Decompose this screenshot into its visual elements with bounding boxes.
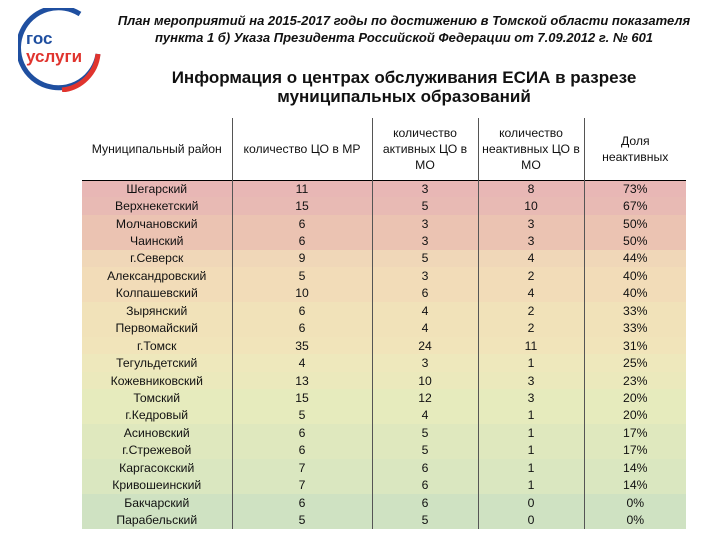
cell-active: 5: [372, 511, 478, 528]
cell-active: 3: [372, 232, 478, 249]
table-row: [82, 442, 686, 459]
cell-share: 33%: [623, 321, 648, 336]
cell-district: г.Кедровый: [82, 407, 232, 424]
cell-share: 0%: [626, 495, 645, 510]
cell-total: 7: [232, 476, 372, 493]
cell-inactive: 1: [478, 424, 584, 441]
cell-share: 17%: [623, 443, 648, 458]
table-header-row: [82, 118, 686, 180]
cell-active: 4: [372, 302, 478, 319]
cell-active: 12: [372, 389, 478, 406]
table-row: [82, 267, 686, 284]
table-row: [82, 215, 686, 232]
cell-share: 40%: [623, 286, 648, 301]
table-row: [82, 511, 686, 528]
cell-district: Кривошеинский: [82, 476, 232, 493]
cell-inactive: 1: [478, 407, 584, 424]
column-header-active: количество активных ЦО в МО: [372, 118, 478, 180]
cell-inactive: 1: [478, 459, 584, 476]
cell-active: 6: [372, 459, 478, 476]
cell-active: 5: [372, 442, 478, 459]
cell-inactive: 2: [478, 320, 584, 337]
cell-share: 50%: [623, 234, 648, 249]
cell-total: 6: [232, 232, 372, 249]
cell-share: 20%: [623, 390, 648, 405]
cell-total: 15: [232, 389, 372, 406]
table-row: [82, 232, 686, 249]
cell-total: 5: [232, 511, 372, 528]
cell-inactive: 3: [478, 372, 584, 389]
table-row: [82, 476, 686, 493]
table-row: [82, 337, 686, 354]
cell-share: 17%: [623, 425, 648, 440]
table-row: [82, 180, 686, 197]
cell-inactive: 10: [478, 197, 584, 214]
cell-share: 67%: [623, 199, 648, 214]
cell-inactive: 8: [478, 180, 584, 197]
cell-total: 6: [232, 424, 372, 441]
cell-inactive: 4: [478, 285, 584, 302]
cell-share: 44%: [623, 251, 648, 266]
cell-total: 7: [232, 459, 372, 476]
cell-district: г.Стрежевой: [82, 442, 232, 459]
cell-active: 6: [372, 476, 478, 493]
table-row: [82, 285, 686, 302]
cell-inactive: 3: [478, 389, 584, 406]
cell-inactive: 2: [478, 267, 584, 284]
table-row: [82, 407, 686, 424]
cell-district: Бакчарский: [82, 494, 232, 511]
cell-district: Колпашевский: [82, 285, 232, 302]
cell-share: 31%: [623, 338, 648, 353]
cell-share: 33%: [623, 303, 648, 318]
cell-share: 0%: [626, 513, 645, 528]
logo-text-gos: гос: [26, 29, 53, 48]
cell-total: 5: [232, 267, 372, 284]
cell-active: 5: [372, 424, 478, 441]
cell-share: 40%: [623, 268, 648, 283]
cell-inactive: 1: [478, 354, 584, 371]
cell-active: 3: [372, 215, 478, 232]
cell-inactive: 3: [478, 232, 584, 249]
cell-share: 50%: [623, 216, 648, 231]
cell-district: г.Северск: [82, 250, 232, 267]
cell-district: Чаинский: [82, 232, 232, 249]
column-header-district: Муниципальный район: [82, 118, 232, 180]
cell-active: 4: [372, 407, 478, 424]
cell-active: 6: [372, 494, 478, 511]
column-header-total: количество ЦО в МР: [232, 118, 372, 180]
cell-active: 3: [372, 354, 478, 371]
cell-share: 73%: [623, 181, 648, 196]
table-row: [82, 197, 686, 214]
cell-total: 6: [232, 442, 372, 459]
table-row: [82, 302, 686, 319]
cell-active: 3: [372, 267, 478, 284]
cell-district: Тегульдетский: [82, 354, 232, 371]
column-header-inactive: количество неактивных ЦО в МО: [478, 118, 584, 180]
cell-district: Шегарский: [82, 180, 232, 197]
cell-total: 6: [232, 320, 372, 337]
cell-active: 6: [372, 285, 478, 302]
cell-inactive: 1: [478, 442, 584, 459]
cell-total: 6: [232, 302, 372, 319]
cell-district: Томский: [82, 389, 232, 406]
cell-total: 15: [232, 197, 372, 214]
cell-district: Парабельский: [82, 511, 232, 528]
cell-inactive: 3: [478, 215, 584, 232]
cell-district: Первомайский: [82, 320, 232, 337]
cell-active: 24: [372, 337, 478, 354]
page-subtitle: Информация о центрах обслуживания ЕСИА в разрезе муниципальных образований: [171, 68, 637, 106]
table-body: [82, 180, 686, 529]
cell-share: 23%: [623, 373, 648, 388]
gosuslugi-logo: [18, 8, 104, 92]
cell-share: 14%: [623, 460, 648, 475]
cell-inactive: 4: [478, 250, 584, 267]
cell-district: Александровский: [82, 267, 232, 284]
cell-active: 5: [372, 197, 478, 214]
logo-text-uslugi: услуги: [26, 47, 83, 66]
table-row: [82, 354, 686, 371]
cell-inactive: 2: [478, 302, 584, 319]
table-row: [82, 424, 686, 441]
cell-active: 4: [372, 320, 478, 337]
table-row: [82, 389, 686, 406]
cell-total: 9: [232, 250, 372, 267]
table-row: [82, 494, 686, 511]
cell-district: Молчановский: [82, 215, 232, 232]
cell-inactive: 0: [478, 511, 584, 528]
cell-total: 11: [232, 180, 372, 197]
page-header: План мероприятий на 2015-2017 годы по достижению в Томской области показателя пункта 1 б) Указа Президента Российской Федерации от 7.09.2012 г. № 601: [117, 13, 691, 45]
table-row: [82, 320, 686, 337]
cell-district: Каргасокский: [82, 459, 232, 476]
cell-district: Зырянский: [82, 302, 232, 319]
cell-active: 5: [372, 250, 478, 267]
cell-total: 35: [232, 337, 372, 354]
cell-active: 10: [372, 372, 478, 389]
cell-total: 5: [232, 407, 372, 424]
column-header-share: Доля неактивных: [602, 133, 669, 164]
cell-district: г.Томск: [82, 337, 232, 354]
cell-inactive: 1: [478, 476, 584, 493]
cell-district: Верхнекетский: [82, 197, 232, 214]
cell-total: 6: [232, 494, 372, 511]
cell-total: 13: [232, 372, 372, 389]
table-row: [82, 250, 686, 267]
data-table: [82, 118, 686, 529]
cell-share: 14%: [623, 478, 648, 493]
cell-share: 25%: [623, 356, 648, 371]
cell-inactive: 0: [478, 494, 584, 511]
cell-total: 4: [232, 354, 372, 371]
table-row: [82, 459, 686, 476]
cell-total: 10: [232, 285, 372, 302]
cell-share: 20%: [623, 408, 648, 423]
cell-district: Асиновский: [82, 424, 232, 441]
cell-total: 6: [232, 215, 372, 232]
cell-active: 3: [372, 180, 478, 197]
cell-inactive: 11: [478, 337, 584, 354]
table-row: [82, 372, 686, 389]
cell-district: Кожевниковский: [82, 372, 232, 389]
